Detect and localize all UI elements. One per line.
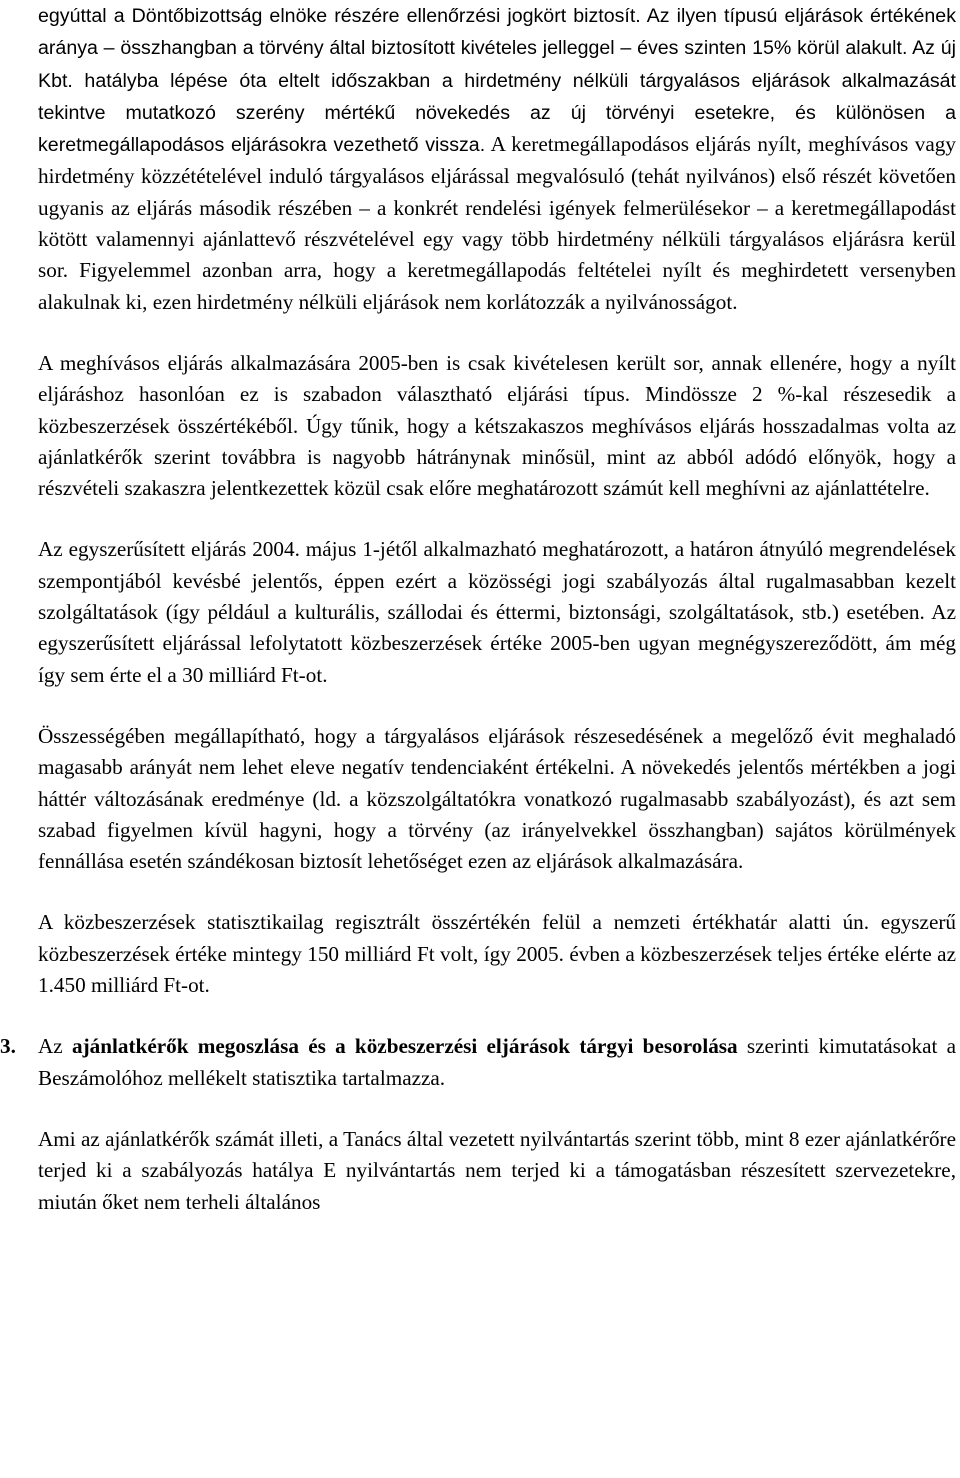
section-number: 3. xyxy=(0,1034,16,1059)
section-3-item xyxy=(0,1031,957,1094)
paragraph-gap xyxy=(38,504,956,534)
section-bold-heading: ajánlatkérők megoszlása és a közbeszerzési eljárások tárgyi besorolása xyxy=(71,1034,738,1059)
paragraph-serif-part: A keretmegállapodásos eljárás nyílt, meghívásos vagy hirdetmény közzétételével induló tárgyalásos eljárással megvalósuló (tehát nyilvános) első részét követően ugyanis az eljárás második részében – a konkrét rendelési igények felmerülésekor – a keretmegállapodást kötött valamennyi ajánlattevő részvételével egy vagy több hirdetmény nélküli tárgyalásos eljárásra kerül sor. Figyelemmel azonban arra, hogy a keretmegállapodás feltételei nyílt és meghirdetett versenyben alakulnak ki, ezen hirdetmény nélküli eljárások nem korlátozzák a nyilvánosságot. xyxy=(38,132,956,314)
paragraph-restricted-procedure: A meghívásos eljárás alkalmazására 2005-ben is csak kivételesen került sor, annak ellenére, hogy a nyílt eljáráshoz hasonlóan ez is szabadon választható eljárási típus. Mindössze 2 %-kal részesedik a közbeszerzések összértékéből. Úgy tűnik, hogy a kétszakaszos meghívásos eljárás hosszadalmas volta az ajánlatkérők szerint továbbra is nagyobb hátránynak minősül, mint az abból adódó előnyök, hogy a részvételi szakaszra jelentkezettek közül csak előre meghatározott számút kell meghívni az ajánlattételre. xyxy=(38,350,956,501)
paragraph-gap xyxy=(38,691,956,721)
paragraph-gap xyxy=(38,318,956,348)
paragraph-contracting-authorities: Ami az ajánlatkérők számát illeti, a Tanács által vezetett nyilvántartás szerint több, mint 8 ezer ajánlatkérőre terjed ki a szabályozás hatálya E nyilvántartás nem terjed ki a támogatásban részesített szervezetekre, miután őket nem terheli általános xyxy=(38,1126,956,1214)
section-lead-text: Az xyxy=(38,1034,63,1059)
paragraph-gap xyxy=(38,1001,956,1031)
paragraph-summary: Összességében megállapítható, hogy a tárgyalásos eljárások részesedésének a megelőző évit meghaladó magasabb arányát nem lehet eleve negatív tendenciaként értékelni. A növekedés jelentős mértékben a jogi háttér változásának eredménye (ld. a közszolgáltatókra vonatkozó rugalmasabb szabályozást), és azt sem szabad figyelmen kívül hagyni, hogy a törvény (az irányelvekkel összhangban) sajátos körülmények fennállása esetén szándékosan biztosít lehetőséget ezen az eljárások alkalmazására. xyxy=(38,723,956,874)
paragraph-gap xyxy=(38,877,956,907)
section-rest-text: szerinti kimutatásokat a Beszámolóhoz mellékelt statisztika tartalmazza. xyxy=(38,1034,957,1090)
paragraph-sans-part: egyúttal a Döntőbizottság elnöke részére ellenőrzési jogkört biztosít. Az ilyen típusú eljárások értékének aránya – összhangban a törvény által biztosított kivételes jelleggel – éves szinten 15% körül alakult. Az új Kbt. hatályba lépése óta eltelt időszakban a hirdetmény nélküli tárgyalásos eljárások alkalmazását tekintve mutatkozó szerény mértékű növekedés az új törvényi esetekre, és különösen a keretmegállapodásos eljárásokra vezethető vissza. xyxy=(38,5,956,157)
paragraph-procedures-overview xyxy=(38,0,956,318)
paragraph-total-value: A közbeszerzések statisztikailag regisztrált összértékén felül a nemzeti értékhatár alatti ún. egyszerű közbeszerzések értéke mintegy 150 milliárd Ft volt, így 2005. évben a közbeszerzések teljes értéke elérte az 1.450 milliárd Ft-ot. xyxy=(38,910,956,998)
paragraph-gap xyxy=(38,1094,956,1124)
paragraph-simplified-procedure: Az egyszerűsített eljárás 2004. május 1-jétől alkalmazható meghatározott, a határon átnyúló megrendelések szempontjából kevésbé jelentős, éppen ezért a közösségi jogi szabályozás által rugalmasabban kezelt szolgáltatások (így például a kulturális, szállodai és éttermi, biztonsági, szolgáltatások, stb.) esetében. Az egyszerűsített eljárással lefolytatott közbeszerzések értéke 2005-ben ugyan megnégyszereződött, ám még így sem érte el a 30 milliárd Ft-ot. xyxy=(38,537,956,687)
